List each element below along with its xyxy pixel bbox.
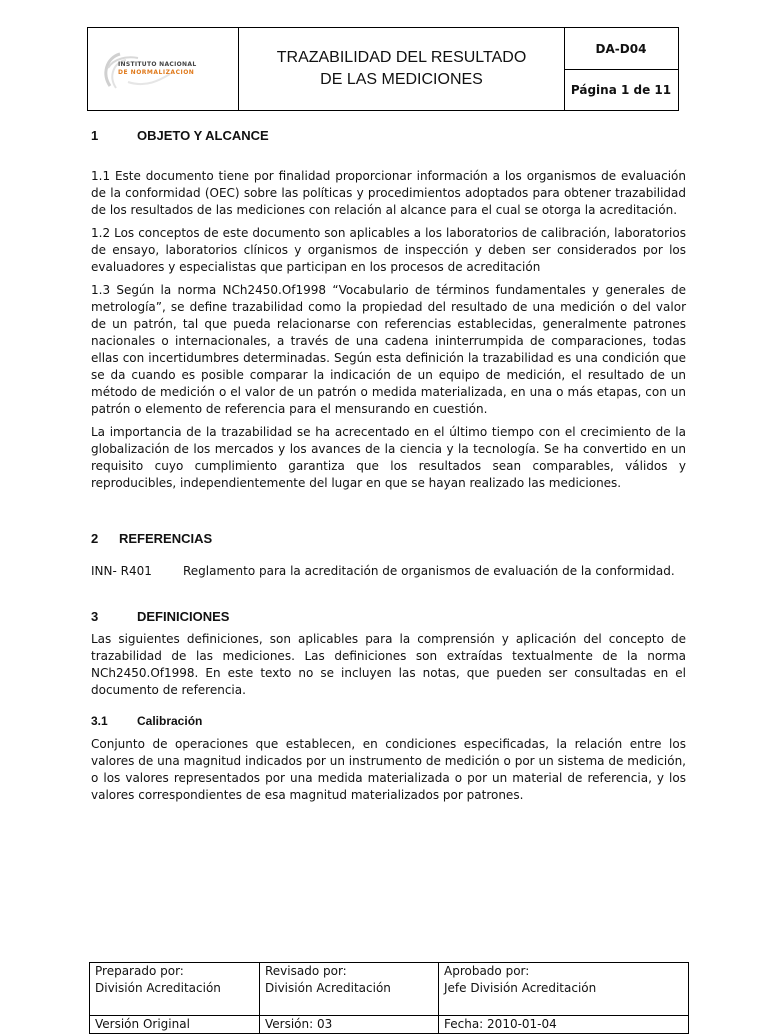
section-title: REFERENCIAS	[119, 531, 213, 546]
logo-line-1: INSTITUTO NACIONAL	[118, 61, 197, 68]
logo-text	[118, 61, 196, 77]
reviewed-value: División Acreditación	[265, 981, 391, 995]
approved-cell	[439, 963, 689, 1016]
subsection-title: Calibración	[137, 714, 203, 728]
approval-table	[89, 962, 689, 1034]
definitions-intro: Las siguientes definiciones, son aplicables para la comprensión y aplicación del concepto de trazabilidad de las mediciones. Las definiciones son extraídas textualmente de la norma NCh2450.Of1998. En este texto no se incluyen las notas, que pueden ser consultadas en el documento de referencia.	[91, 632, 686, 697]
section-2-heading	[91, 530, 686, 547]
document-code: DA-D04	[564, 28, 678, 70]
approved-label: Aprobado por:	[444, 964, 530, 978]
section-number: 1	[91, 128, 99, 143]
reviewed-cell	[260, 963, 439, 1016]
document-body	[91, 120, 686, 804]
prepared-label: Preparado por:	[95, 964, 184, 978]
paragraph-1-1: 1.1 Este documento tiene por finalidad proporcionar información a los organismos de evaluación de la conformidad (OEC) sobre las políticas y procedimientos adoptados para obtener trazabilidad de los resultados de las mediciones con relación al alcance para el cual se otorga la acreditación.	[91, 169, 686, 217]
section-title: DEFINICIONES	[137, 609, 230, 624]
section-1-heading	[91, 127, 686, 144]
inn-logo	[88, 28, 239, 110]
subsection-number: 3.1	[91, 714, 108, 728]
title-line-2: DE LAS MEDICIONES	[320, 71, 483, 88]
subsection-3-1-heading	[91, 713, 686, 730]
paragraph-1-2: 1.2 Los conceptos de este documento son aplicables a los laboratorios de calibración, laboratorios de ensayo, laboratorios clínicos y organismos de inspección y deben ser considerados por los evaluadores y especialistas que participan en los procesos de acreditación	[91, 226, 686, 274]
title-line-1: TRAZABILIDAD DEL RESULTADO	[276, 49, 527, 66]
prepared-value: División Acreditación	[95, 981, 221, 995]
section-number: 2	[91, 531, 99, 546]
document-header	[87, 27, 679, 111]
section-title: OBJETO Y ALCANCE	[137, 128, 269, 143]
calibration-definition: Conjunto de operaciones que establecen, en condiciones especificadas, la relación entre los valores de una magnitud indicados por un instrumento de medición o por un sistema de medición, o los valores representados por una medida materializada o por un material de referencia, y los valores correspondientes de esa magnitud materializados por patrones.	[91, 737, 686, 802]
logo-line-2: DE NORMALIZACION	[118, 69, 195, 76]
reference-code: INN- R401	[91, 564, 152, 578]
section-number: 3	[91, 609, 99, 624]
approved-value: Jefe División Acreditación	[444, 981, 597, 995]
reference-item	[91, 563, 686, 580]
prepared-cell	[90, 963, 260, 1016]
reference-text: Reglamento para la acreditación de organismos de evaluación de la conformidad.	[183, 564, 675, 578]
page-number: Página 1 de 11	[570, 83, 672, 97]
paragraph-1-3: 1.3 Según la norma NCh2450.Of1998 “Vocabulario de términos fundamentales y generales de metrología”, se define trazabilidad como la propiedad del resultado de una medición o del valor de un patrón, tal que pueda relacionarse con referencias establecidas, generalmente patrones nacionales o internacionales, a través de una cadena ininterrumpida de comparaciones, todas ellas con incertidumbres determinadas. Según esta definición la trazabilidad es una condición que se da cuando es posible comparar la indicación de un equipo de medición, el resultado de un método de medición o el valor de un patrón o medida materializada, en una o más etapas, con un patrón o elemento de referencia para el mensurando en cuestión.	[91, 283, 686, 416]
paragraph-importance: La importancia de la trazabilidad se ha acrecentado en el último tiempo con el crecimiento de la globalización de los mercados y los avances de la ciencia y la tecnología. Se ha convertido en un requisito cuyo cumplimiento garantiza que los resultados sean comparables, válidos y reproducibles, independientemente del lugar en que se hayan realizado las mediciones.	[91, 425, 686, 490]
reviewed-label: Revisado por:	[265, 964, 347, 978]
version-original-cell: Versión Original	[90, 1016, 260, 1034]
document-title	[239, 28, 565, 110]
date-cell: Fecha: 2010-01-04	[439, 1016, 689, 1034]
section-3-heading	[91, 608, 686, 625]
version-cell: Versión: 03	[260, 1016, 439, 1034]
